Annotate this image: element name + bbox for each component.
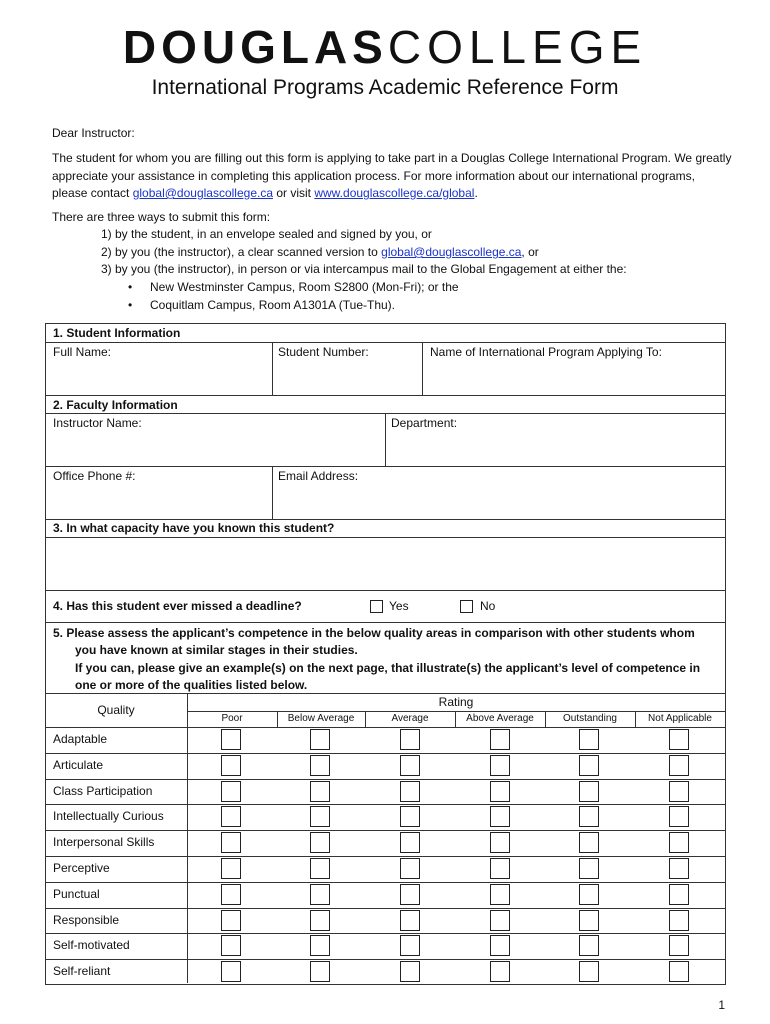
- quality-label: Class Participation: [53, 783, 153, 798]
- divider: [45, 856, 726, 857]
- column-header-above-average: Above Average: [466, 713, 534, 724]
- rating-checkbox-below-average[interactable]: [310, 884, 330, 905]
- college-logo: [0, 21, 770, 73]
- quality-label: Articulate: [53, 757, 104, 772]
- quality-label: Interpersonal Skills: [53, 835, 155, 850]
- rating-checkbox-poor[interactable]: [221, 910, 241, 931]
- rating-checkbox-above-average[interactable]: [490, 729, 510, 750]
- quality-label: Self-reliant: [53, 964, 111, 979]
- section-5-line-2: you have known at similar stages in their studies.: [75, 643, 358, 657]
- rating-checkbox-outstanding[interactable]: [579, 755, 599, 776]
- divider: [422, 342, 423, 395]
- rating-checkbox-outstanding[interactable]: [579, 832, 599, 853]
- divider: [272, 342, 273, 395]
- divider: [45, 753, 726, 754]
- instructor-name-label: Instructor Name:: [53, 416, 142, 430]
- column-header-poor: Poor: [221, 713, 243, 724]
- divider: [45, 537, 726, 538]
- intro-text-3: .: [474, 186, 478, 200]
- rating-checkbox-not-applicable[interactable]: [669, 858, 689, 879]
- rating-checkbox-average[interactable]: [400, 832, 420, 853]
- column-header-average: Average: [391, 713, 429, 724]
- rating-checkbox-below-average[interactable]: [310, 729, 330, 750]
- rating-checkbox-below-average[interactable]: [310, 910, 330, 931]
- global-url-link[interactable]: www.douglascollege.ca/global: [314, 186, 475, 200]
- greeting: Dear Instructor:: [52, 126, 135, 140]
- divider: [45, 342, 726, 343]
- divider: [45, 395, 726, 396]
- rating-checkbox-above-average[interactable]: [490, 884, 510, 905]
- no-label: No: [480, 599, 496, 613]
- rating-checkbox-poor[interactable]: [221, 832, 241, 853]
- page-title: International Programs Academic Reference Form: [151, 76, 619, 99]
- rating-checkbox-below-average[interactable]: [310, 781, 330, 802]
- logo-bold: DOUGLAS: [122, 21, 388, 73]
- rating-checkbox-above-average[interactable]: [490, 910, 510, 931]
- bullet-icon: •: [128, 280, 133, 294]
- divider: [545, 711, 546, 727]
- rating-checkbox-above-average[interactable]: [490, 806, 510, 827]
- divider: [45, 933, 726, 934]
- rating-checkbox-average[interactable]: [400, 806, 420, 827]
- rating-checkbox-average[interactable]: [400, 729, 420, 750]
- rating-checkbox-poor[interactable]: [221, 884, 241, 905]
- rating-checkbox-not-applicable[interactable]: [669, 884, 689, 905]
- rating-checkbox-average[interactable]: [400, 781, 420, 802]
- rating-checkbox-average[interactable]: [400, 755, 420, 776]
- quality-label: Adaptable: [53, 732, 108, 746]
- rating-checkbox-outstanding[interactable]: [579, 806, 599, 827]
- rating-checkbox-above-average[interactable]: [490, 781, 510, 802]
- rating-checkbox-average[interactable]: [400, 910, 420, 931]
- section-3-title: 3. In what capacity have you known this student?: [53, 521, 335, 535]
- divider: [45, 727, 726, 728]
- divider: [385, 413, 386, 466]
- divider: [45, 908, 726, 909]
- way-item-2-suffix: , or: [521, 245, 539, 259]
- rating-checkbox-outstanding[interactable]: [579, 781, 599, 802]
- rating-checkbox-not-applicable[interactable]: [669, 781, 689, 802]
- no-checkbox[interactable]: [460, 600, 473, 613]
- quality-label: Perceptive: [53, 861, 110, 875]
- divider: [277, 711, 278, 727]
- way-item-3: 3) by you (the instructor), in person or via intercampus mail to the Global Engagement at either the:: [101, 262, 627, 276]
- rating-checkbox-poor[interactable]: [221, 961, 241, 982]
- rating-checkbox-outstanding[interactable]: [579, 961, 599, 982]
- quality-label: Intellectually Curious: [53, 809, 164, 824]
- program-label: Name of International Program Applying To:: [430, 345, 662, 359]
- column-header-not-applicable: Not Applicable: [648, 713, 712, 724]
- divider: [45, 519, 726, 520]
- divider: [45, 590, 726, 591]
- rating-checkbox-poor[interactable]: [221, 858, 241, 879]
- rating-checkbox-poor[interactable]: [221, 781, 241, 802]
- email-address-label: Email Address:: [278, 469, 359, 483]
- divider: [635, 711, 636, 727]
- divider: [365, 711, 366, 727]
- divider: [45, 622, 726, 623]
- rating-checkbox-below-average[interactable]: [310, 935, 330, 956]
- bullet-icon: •: [128, 298, 133, 312]
- rating-checkbox-below-average[interactable]: [310, 806, 330, 827]
- yes-label: Yes: [389, 599, 409, 613]
- rating-checkbox-average[interactable]: [400, 884, 420, 905]
- rating-checkbox-not-applicable[interactable]: [669, 755, 689, 776]
- section-5-line-3: If you can, please give an example(s) on the next page, that illustrate(s) the applicant’s level of competence in: [75, 661, 701, 675]
- column-header-outstanding: Outstanding: [563, 713, 617, 724]
- rating-checkbox-outstanding[interactable]: [579, 858, 599, 879]
- rating-checkbox-outstanding[interactable]: [579, 884, 599, 905]
- divider: [45, 959, 726, 960]
- quality-label: Punctual: [53, 886, 100, 901]
- page-number: 1: [718, 998, 725, 1012]
- full-name-label: Full Name:: [53, 345, 112, 359]
- divider: [187, 711, 726, 712]
- rating-checkbox-below-average[interactable]: [310, 961, 330, 982]
- rating-checkbox-poor[interactable]: [221, 806, 241, 827]
- intro-paragraph: [52, 150, 732, 203]
- divider: [45, 804, 726, 805]
- rating-checkbox-poor[interactable]: [221, 729, 241, 750]
- rating-checkbox-above-average[interactable]: [490, 755, 510, 776]
- student-number-label: Student Number:: [278, 345, 369, 359]
- department-label: Department:: [391, 416, 458, 430]
- global-email-link[interactable]: global@douglascollege.ca: [132, 186, 273, 200]
- divider: [455, 711, 456, 727]
- section-4-title: 4. Has this student ever missed a deadline?: [53, 599, 302, 613]
- way-item-2-text: 2) by you (the instructor), a clear scanned version to: [101, 245, 382, 259]
- rating-checkbox-outstanding[interactable]: [579, 910, 599, 931]
- office-phone-label: Office Phone #:: [53, 469, 136, 483]
- intro-text-1: The student for whom you are filling out this form is applying to take part in a Douglas College International Program. We greatly appreciate your assistance in completing this application process. For more information about our international programs, please contact: [52, 151, 732, 200]
- rating-checkbox-poor[interactable]: [221, 935, 241, 956]
- way-item-2-email-link[interactable]: global@douglascollege.ca: [381, 245, 522, 259]
- campus-bullet-1: New Westminster Campus, Room S2800 (Mon-Fri); or the: [150, 280, 459, 294]
- divider: [272, 466, 273, 519]
- intro-text-2: or visit: [273, 186, 315, 200]
- column-header-below-average: Below Average: [287, 713, 355, 724]
- section-2-title: 2. Faculty Information: [53, 398, 178, 412]
- ways-heading: There are three ways to submit this form:: [52, 210, 271, 224]
- quality-label: Responsible: [53, 912, 120, 927]
- rating-checkbox-average[interactable]: [400, 858, 420, 879]
- rating-checkbox-above-average[interactable]: [490, 858, 510, 879]
- yes-checkbox[interactable]: [370, 600, 383, 613]
- divider: [45, 830, 726, 831]
- quality-label: Self-motivated: [53, 938, 130, 953]
- rating-checkbox-outstanding[interactable]: [579, 935, 599, 956]
- rating-checkbox-average[interactable]: [400, 935, 420, 956]
- rating-checkbox-not-applicable[interactable]: [669, 935, 689, 956]
- divider: [45, 466, 726, 467]
- rating-checkbox-below-average[interactable]: [310, 832, 330, 853]
- rating-checkbox-not-applicable[interactable]: [669, 729, 689, 750]
- rating-checkbox-not-applicable[interactable]: [669, 910, 689, 931]
- rating-checkbox-not-applicable[interactable]: [669, 961, 689, 982]
- section-5-line-4: one or more of the qualities listed below.: [75, 678, 308, 692]
- divider: [45, 882, 726, 883]
- rating-checkbox-above-average[interactable]: [490, 961, 510, 982]
- rating-checkbox-below-average[interactable]: [310, 858, 330, 879]
- divider: [45, 779, 726, 780]
- rating-checkbox-not-applicable[interactable]: [669, 832, 689, 853]
- way-item-2: [101, 244, 539, 261]
- divider: [45, 693, 726, 694]
- campus-bullet-2: Coquitlam Campus, Room A1301A (Tue-Thu).: [150, 298, 395, 312]
- quality-header: Quality: [97, 703, 135, 717]
- rating-checkbox-above-average[interactable]: [490, 832, 510, 853]
- divider: [187, 693, 188, 983]
- rating-header: Rating: [438, 695, 474, 709]
- section-1-title: 1. Student Information: [53, 326, 181, 340]
- way-item-1: 1) by the student, in an envelope sealed and signed by you, or: [101, 227, 432, 241]
- rating-checkbox-poor[interactable]: [221, 755, 241, 776]
- rating-checkbox-above-average[interactable]: [490, 935, 510, 956]
- logo-light: COLLEGE: [387, 21, 648, 73]
- rating-checkbox-average[interactable]: [400, 961, 420, 982]
- rating-checkbox-outstanding[interactable]: [579, 729, 599, 750]
- section-5-line-1: 5. Please assess the applicant’s competence in the below quality areas in comparison with other students whom: [53, 626, 695, 640]
- rating-checkbox-below-average[interactable]: [310, 755, 330, 776]
- rating-checkbox-not-applicable[interactable]: [669, 806, 689, 827]
